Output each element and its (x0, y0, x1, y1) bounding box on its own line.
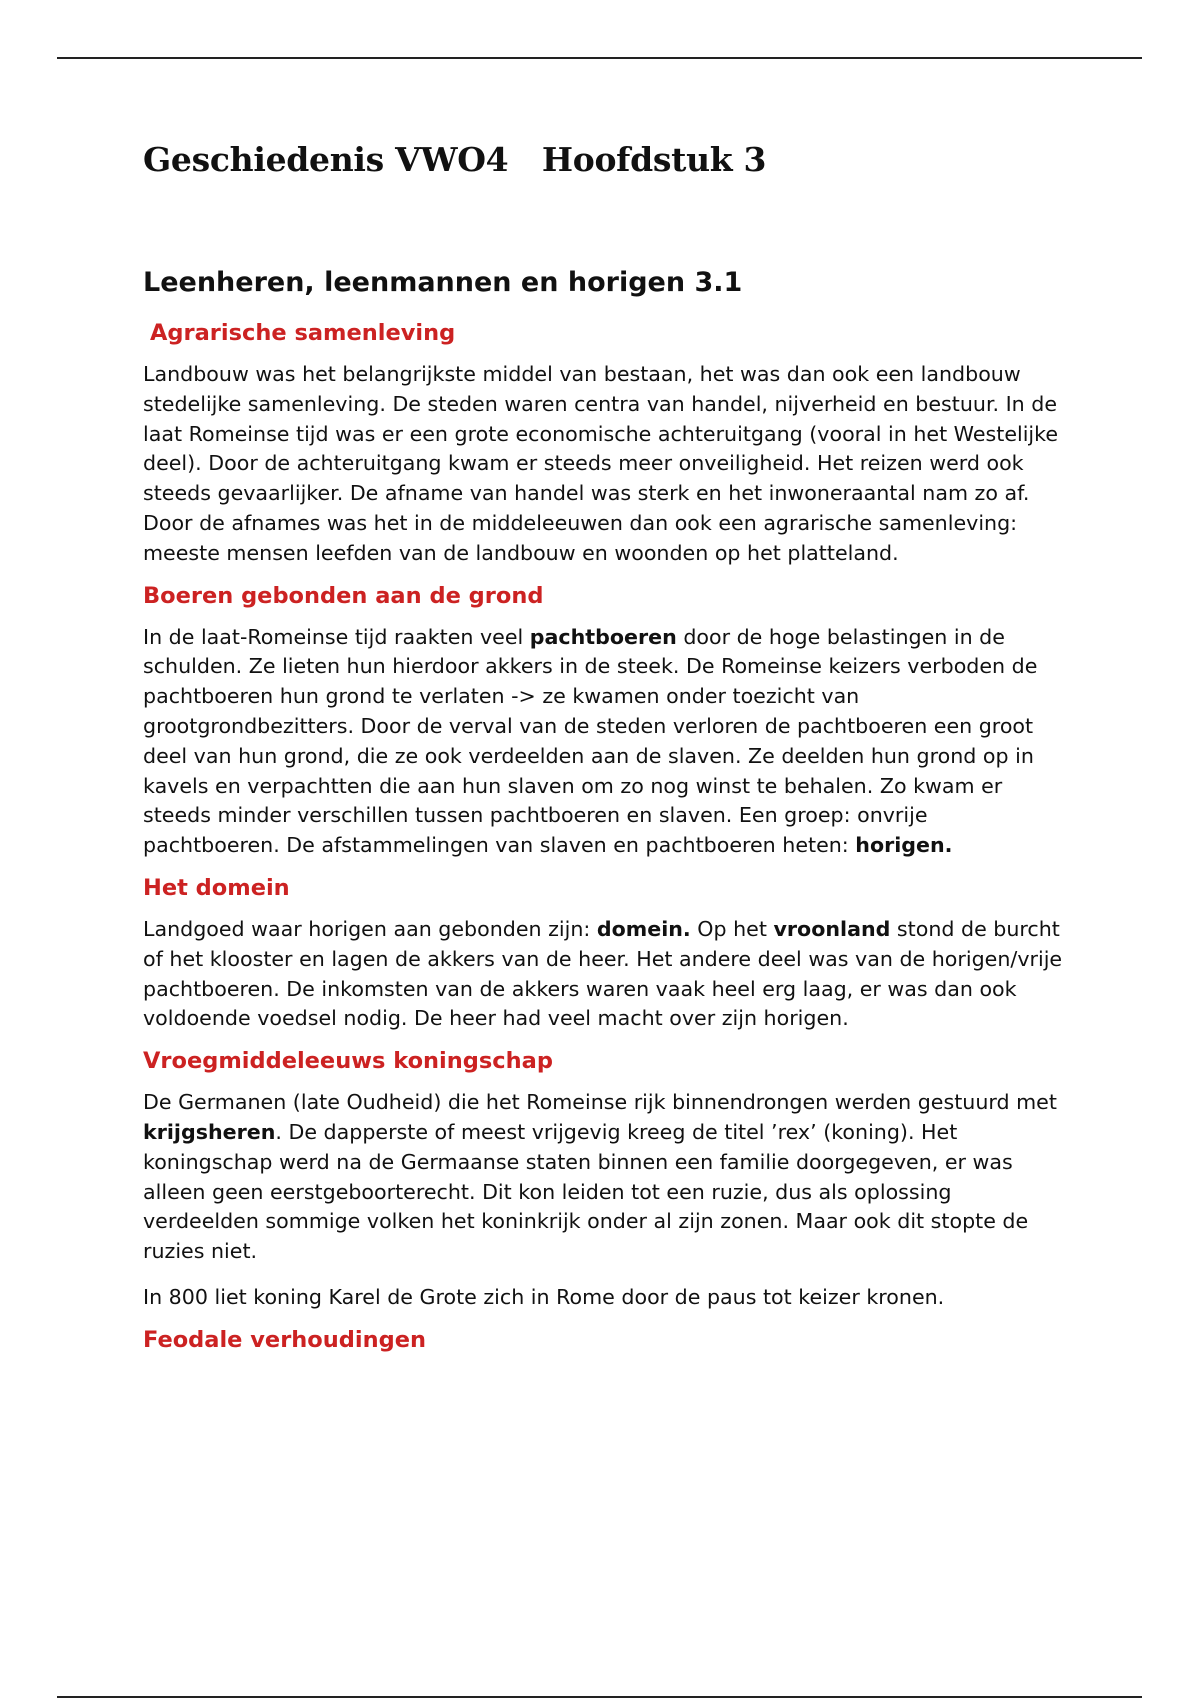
bottom-rule (57, 1696, 1142, 1698)
text-run: In de laat-Romeinse tijd raakten veel (143, 624, 530, 649)
term-horigen: horigen. (855, 833, 953, 858)
text-run: Op het (690, 916, 774, 941)
text-run: Landgoed waar horigen aan gebonden zijn: (143, 916, 597, 941)
text-run: door de hoge belastingen in de schulden. Ze lieten hun hierdoor akkers in de steek. De Romeinse keizers verboden de pachtboeren hun grond te verlaten -> ze kwamen onder toezicht van grootgrondbezitters. Door de verval van de steden verloren de pachtboeren een groot deel van hun grond, die ze ook verdeelden aan de slaven. Ze deelden hun grond op in kavels en verpachtten die aan hun slaven om zo nog winst te behalen. Zo kwam er steeds minder verschillen tussen pachtboeren en slaven. Een groep: onvrije pachtboeren. De afstammelingen van slaven en pachtboeren heten: (143, 624, 1038, 858)
section-title: Leenheren, leenmannen en horigen 3.1 (143, 267, 743, 298)
document-body (143, 140, 1063, 1353)
paragraph-karel-de-grote: In 800 liet koning Karel de Grote zich in Rome door de paus tot keizer kronen. (143, 1284, 945, 1309)
term-pachtboeren: pachtboeren (529, 624, 677, 649)
term-vroonland: vroonland (773, 916, 891, 941)
subheading-agrarische-samenleving: Agrarische samenleving (150, 320, 456, 346)
paragraph-boeren-gebonden (143, 623, 1063, 861)
term-krijgsheren: krijgsheren (143, 1119, 276, 1144)
text-run: stond de burcht of het klooster en lagen de akkers van de heer. Het andere deel was van de horigen/vrije pachtboeren. De inkomsten van de akkers waren vaak heel erg laag, er was dan ook voldoende voedsel nodig. De heer had veel macht over zijn horigen. (143, 916, 1063, 1031)
term-domein: domein. (596, 916, 691, 941)
subheading-koningschap: Vroegmiddeleeuws koningschap (143, 1048, 553, 1075)
paragraph-koningschap (143, 1088, 1063, 1267)
paragraph-het-domein (143, 915, 1063, 1034)
document-title: Geschiedenis VWO4 Hoofdstuk 3 (143, 140, 767, 179)
top-rule (57, 57, 1142, 59)
subheading-feodale-verhoudingen: Feodale verhoudingen (143, 1326, 427, 1353)
paragraph-agrarische-samenleving: Landbouw was het belangrijkste middel van bestaan, het was dan ook een landbouw stedelijke samenleving. De steden waren centra van handel, nijverheid en bestuur. In de laat Romeinse tijd was er een grote economische achteruitgang (vooral in het Westelijke deel). Door de achteruitgang kwam er steeds meer onveiligheid. Het reizen werd ook steeds gevaarlijker. De afname van handel was sterk en het inwoneraantal nam zo af. Door de afnames was het in de middeleeuwen dan ook een agrarische samenleving: meeste mensen leefden van de landbouw en woonden op het platteland. (143, 362, 1059, 565)
text-run: De Germanen (late Oudheid) die het Romeinse rijk binnendrongen werden gestuurd met (143, 1090, 1057, 1115)
subheading-boeren-gebonden: Boeren gebonden aan de grond (143, 582, 544, 609)
subheading-het-domein: Het domein (143, 874, 290, 901)
text-run: . De dapperste of meest vrijgevig kreeg de titel ’rex’ (koning). Het koningschap werd na de Germaanse staten binnen een familie doorgegeven, er was alleen geen eerstgeboorterecht. Dit kon leiden tot een ruzie, dus als oplossing verdeelden sommige volken het koninkrijk onder al zijn zonen. Maar ook dit stopte de ruzies niet. (143, 1119, 1029, 1264)
